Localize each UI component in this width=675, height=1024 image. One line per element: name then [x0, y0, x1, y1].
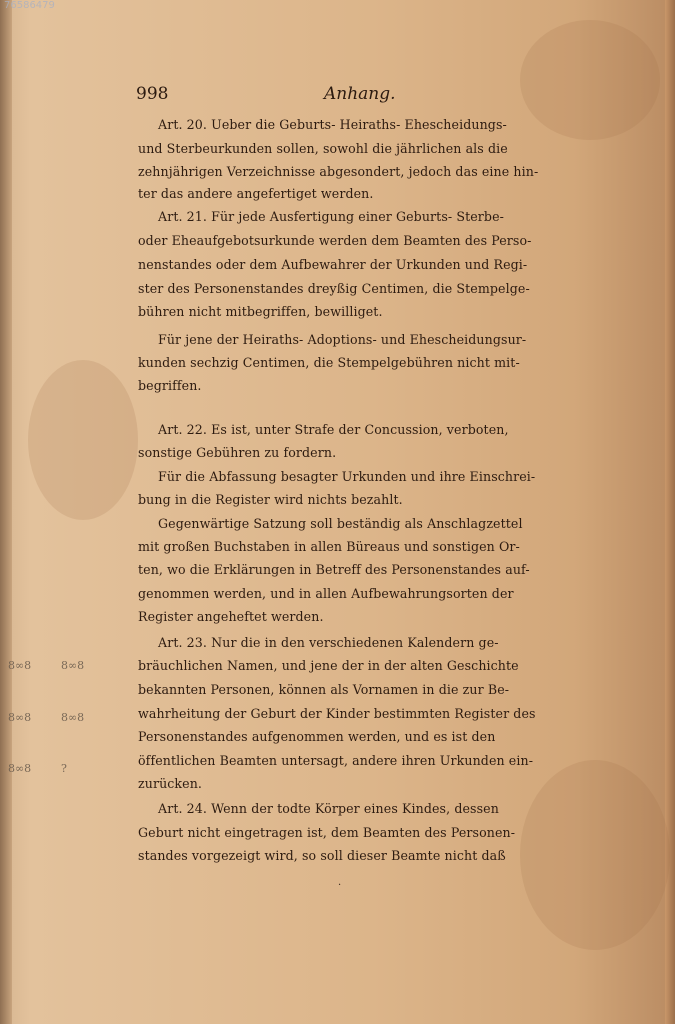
text-line: Register angeheftet werden.	[138, 609, 324, 624]
text-line: bekannten Personen, können als Vornamen in die zur Be-	[138, 682, 510, 697]
text-line: Gegenwärtige Satzung soll beständig als Anschlagzettel	[158, 516, 523, 531]
text-line: Für die Abfassung besagter Urkunden und ihre Einschrei-	[158, 469, 536, 484]
paper-stain	[28, 360, 138, 520]
book-spine-shadow	[0, 0, 12, 1024]
text-line: genommen werden, und in allen Aufbewahrungsorten der	[138, 586, 514, 601]
text-line: Geburt nicht eingetragen ist, dem Beamten des Personen-	[138, 825, 516, 840]
text-line: ter das andere angefertiget werden.	[138, 186, 374, 201]
margin-note: 8∞8	[8, 762, 32, 775]
archive-id-label: 76586479	[4, 0, 55, 11]
margin-note: ?	[61, 762, 67, 775]
text-line: und Sterbeurkunden sollen, sowohl die jährlichen als die	[138, 141, 508, 156]
text-line: begriffen.	[138, 378, 202, 393]
text-line: mit großen Buchstaben in allen Büreaus und sonstigen Or-	[138, 539, 520, 554]
text-line: nenstandes oder dem Aufbewahrer der Urkunden und Regi-	[138, 257, 528, 272]
text-line: bräuchlichen Namen, und jene der in der alten Geschichte	[138, 658, 519, 673]
text-line: Für jene der Heiraths- Adoptions- und Ehescheidungsur-	[158, 332, 527, 347]
text-line: sonstige Gebühren zu fordern.	[138, 445, 337, 460]
text-line: Art. 21. Für jede Ausfertigung einer Geburts- Sterbe-	[158, 209, 504, 224]
text-line: Art. 20. Ueber die Geburts- Heiraths- Ehescheidungs-	[158, 117, 507, 132]
margin-note: 8∞8	[8, 711, 32, 724]
text-line: wahrheitung der Geburt der Kinder bestimmten Register des	[138, 706, 536, 721]
footer-mark: ·	[338, 880, 342, 891]
margin-note: 8∞8	[8, 659, 32, 672]
text-line: zehnjährigen Verzeichnisse abgesondert, jedoch das eine hin-	[138, 164, 539, 179]
text-line: Personenstandes aufgenommen werden, und es ist den	[138, 729, 496, 744]
text-line: ster des Personenstandes dreyßig Centimen, die Stempelge-	[138, 281, 530, 296]
text-line: oder Eheaufgebotsurkunde werden dem Beamten des Perso-	[138, 233, 532, 248]
text-line: ten, wo die Erklärungen in Betreff des Personenstandes auf-	[138, 562, 530, 577]
text-line: zurücken.	[138, 776, 203, 791]
text-line: bühren nicht mitbegriffen, bewilliget.	[138, 304, 383, 319]
text-line: Art. 24. Wenn der todte Körper eines Kindes, dessen	[158, 801, 499, 816]
text-line: öffentlichen Beamten untersagt, andere ihren Urkunden ein-	[138, 753, 534, 768]
margin-note: 8∞8	[61, 659, 85, 672]
text-line: Art. 22. Es ist, unter Strafe der Concussion, verboten,	[158, 422, 509, 437]
margin-note: 8∞8	[61, 711, 85, 724]
text-line: standes vorgezeigt wird, so soll dieser Beamte nicht daß	[138, 848, 506, 863]
page-header	[136, 84, 596, 110]
text-line: kunden sechzig Centimen, die Stempelgebühren nicht mit-	[138, 355, 520, 370]
page-number: 998	[136, 84, 169, 104]
text-line: Art. 23. Nur die in den verschiedenen Kalendern ge-	[158, 635, 499, 650]
text-line: bung in die Register wird nichts bezahlt.	[138, 492, 403, 507]
running-head: Anhang.	[324, 84, 396, 104]
